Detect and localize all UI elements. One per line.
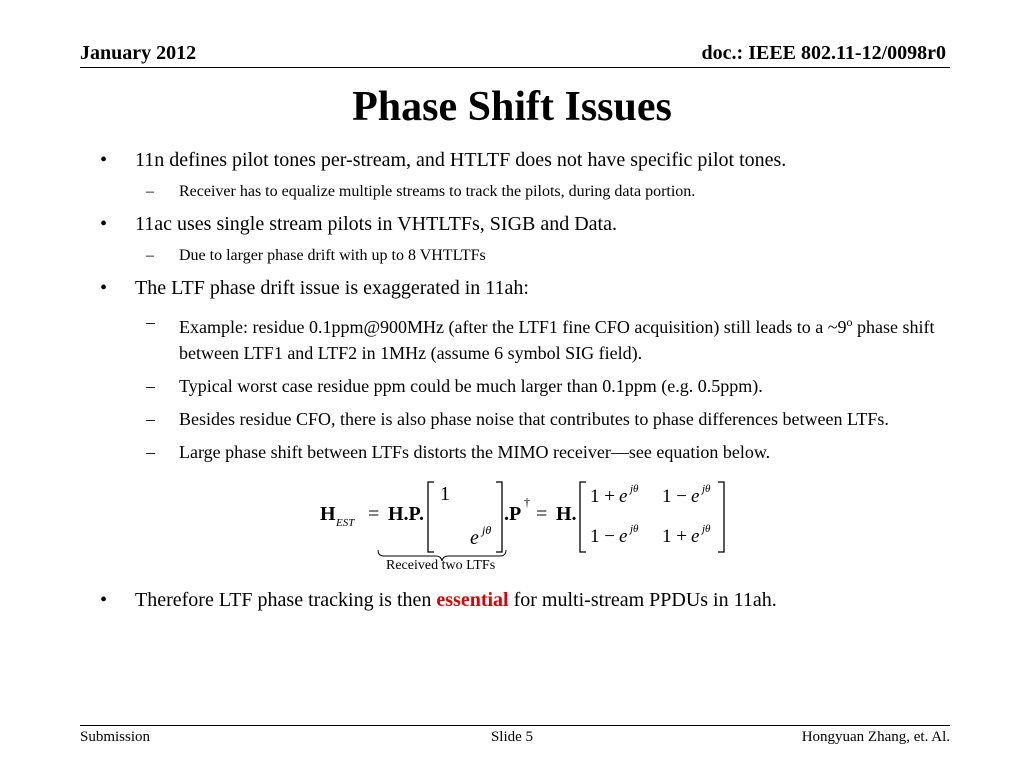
eq-dagger: †: [524, 495, 530, 509]
eq-m2-jt: jθ: [702, 483, 711, 495]
sub-bullet-marker: –: [146, 376, 155, 396]
header-rule: [80, 67, 950, 68]
emphasis-essential: essential: [436, 589, 509, 611]
eq-h-est: H: [320, 503, 336, 525]
bullet-text-a: Therefore LTF phase tracking is then: [135, 589, 437, 611]
eq-m2-r2c2: 1 +: [662, 526, 687, 547]
bullet-text-b: for multi-stream PPDUs in 11ah.: [508, 589, 777, 611]
sub-bullet-worst-case: [100, 373, 960, 399]
equation-block: [100, 472, 960, 582]
eq-left-bracket-2: [580, 482, 586, 552]
footer-authors: Hongyuan Zhang, et. Al.: [801, 729, 950, 745]
bullet-text: The LTF phase drift issue is exaggerated in 11ah:: [135, 277, 529, 299]
underbrace-caption: Received two LTFs: [386, 558, 496, 573]
eq-equals-1: =: [368, 503, 380, 525]
sub-bullet-phase-noise: [100, 406, 960, 432]
sub-bullet-text: Receiver has to equalize multiple streams to track the pilots, during data portion.: [179, 183, 696, 200]
eq-m1-one: 1: [440, 483, 450, 505]
sub-bullet-mimo-distort: [100, 439, 960, 465]
sub-bullet-text: Large phase shift between LTFs distorts the MIMO receiver—see equation below.: [179, 442, 771, 462]
sub-bullet-marker: –: [146, 183, 154, 200]
degree-superscript: o: [846, 315, 853, 329]
sub-bullet-marker: –: [146, 409, 155, 429]
eq-m2-e: e: [619, 526, 628, 547]
eq-m2-jt: jθ: [630, 483, 639, 495]
bullet-11ac-pilots: [100, 210, 960, 239]
sub-bullet-marker: –: [146, 312, 155, 332]
sub-bullet-text: Typical worst case residue ppm could be much larger than 0.1ppm (e.g. 0.5ppm).: [179, 376, 763, 396]
bullet-marker: •: [100, 213, 108, 235]
sub-bullet-text: Due to larger phase drift with up to 8 VHTLTFs: [179, 247, 486, 264]
header-date: January 2012: [80, 42, 197, 64]
eq-m2-jt: jθ: [702, 523, 711, 535]
footer-slide-number: Slide 5: [490, 729, 534, 745]
slide-content: [100, 146, 960, 621]
sub-bullet-receiver-equalize: [100, 181, 960, 203]
eq-m2-r1c2: 1 −: [662, 486, 687, 507]
eq-m2-r1c1: 1 +: [590, 486, 615, 507]
eq-equals-2: =: [536, 503, 548, 525]
eq-sub-est: EST: [336, 517, 355, 529]
eq-left-bracket-1: [428, 482, 434, 552]
eq-m2-e: e: [691, 526, 700, 547]
slide-title: Phase Shift Issues: [352, 84, 672, 130]
eq-m2-e: e: [619, 486, 628, 507]
bullet-text: 11n defines pilot tones per-stream, and HTLTF does not have specific pilot tones.: [135, 149, 787, 171]
eq-h2: H.: [556, 503, 577, 525]
eq-hp: H.P.: [388, 503, 424, 525]
eq-m2-jt: jθ: [630, 523, 639, 535]
channel-estimate-equation: [310, 472, 740, 582]
eq-right-bracket-1: [496, 482, 502, 552]
sub-bullet-marker: –: [146, 442, 155, 462]
sub-bullet-text-a: Example: residue 0.1ppm@900MHz (after the LTF1 fine CFO acquisition) still leads to a ~9: [179, 317, 847, 337]
footer-rule: [80, 725, 950, 726]
bullet-marker: •: [100, 149, 108, 171]
sub-bullet-marker: –: [146, 247, 154, 264]
bullet-ltf-drift-issue: [100, 274, 960, 303]
bullet-11n-pilots: [100, 146, 960, 175]
sub-bullet-text-b: phase shift between LTF1 and LTF2 in 1MHz (assume 6 symbol SIG field).: [179, 317, 935, 363]
eq-m2-e: e: [691, 486, 700, 507]
sub-bullet-example: [100, 309, 960, 366]
eq-m1-e: e: [470, 527, 479, 549]
eq-m1-jtheta: jθ: [482, 523, 492, 537]
bullet-marker: •: [100, 589, 108, 611]
sub-bullet-text: Besides residue CFO, there is also phase noise that contributes to phase differences between LTFs.: [179, 409, 889, 429]
eq-right-bracket-2: [718, 482, 724, 552]
footer-submission: Submission: [80, 729, 151, 745]
eq-p-dagger: .P: [504, 503, 522, 525]
header-doc-id: doc.: IEEE 802.11-12/0098r0: [701, 42, 946, 64]
eq-m2-r2c1: 1 −: [590, 526, 615, 547]
sub-bullet-phase-drift: [100, 245, 960, 267]
bullet-conclusion: [100, 586, 960, 615]
bullet-marker: •: [100, 277, 108, 299]
bullet-text: 11ac uses single stream pilots in VHTLTFs, SIGB and Data.: [135, 213, 617, 235]
